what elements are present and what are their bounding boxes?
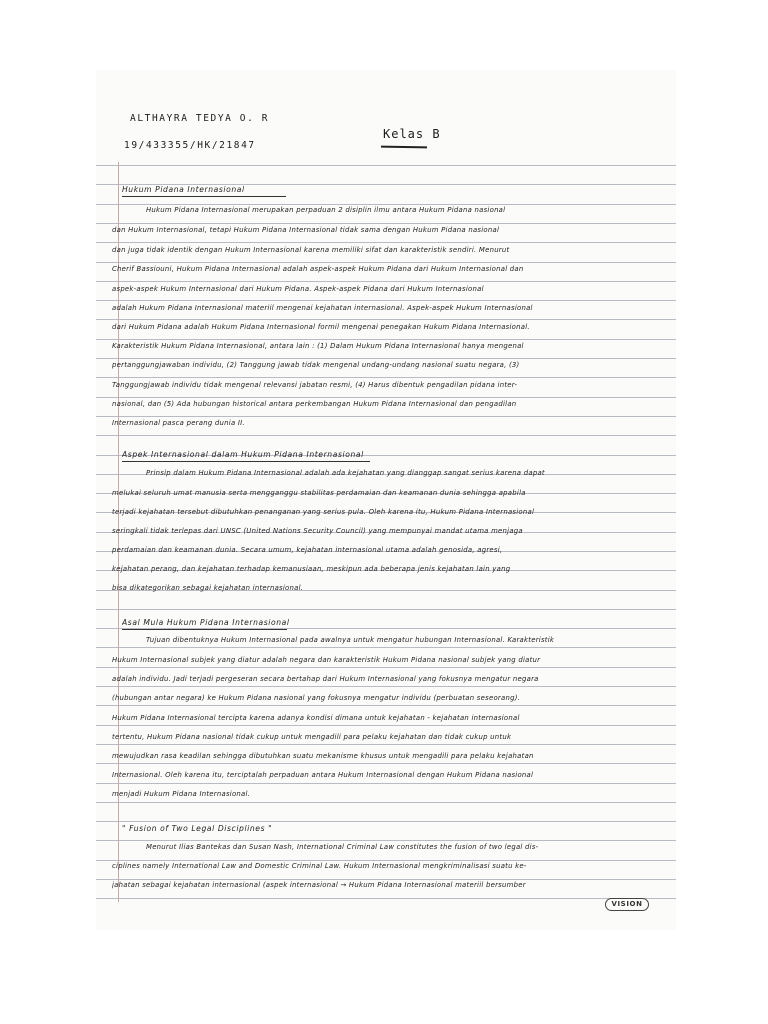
section-heading: " Fusion of Two Legal Disciplines " [122, 824, 273, 833]
ruled-line [96, 204, 676, 205]
ruled-line [96, 705, 676, 706]
text-line: Internasional. Oleh karena itu, terciptalah perpaduan antara Hukum Internasional dengan Hukum Pidana nasional [112, 771, 534, 779]
ruled-line [96, 339, 676, 340]
text-line: menjadi Hukum Pidana Internasional. [112, 790, 251, 798]
text-line: Hukum Pidana Internasional tercipta karena adanya kondisi dimana untuk kejahatan - kejahatan internasional [112, 714, 520, 722]
ruled-line [96, 686, 676, 687]
ruled-line [96, 802, 676, 803]
ruled-line [96, 416, 676, 417]
ruled-line [96, 609, 676, 610]
text-line: pertanggungjawaban individu, (2) Tanggung jawab tidak mengenal undang-undang nasional suatu negara, (3) [112, 361, 520, 369]
ruled-line [96, 435, 676, 436]
ruled-line [96, 840, 676, 841]
ruled-line [96, 725, 676, 726]
text-line: dan Hukum Internasional, tetapi Hukum Pidana Internasional tidak sama dengan Hukum Pidana nasional [112, 226, 500, 234]
section-heading: Asal Mula Hukum Pidana Internasional [122, 618, 290, 627]
student-name: ALTHAYRA TEDYA O. R [130, 113, 270, 124]
ruled-line [96, 879, 676, 880]
ruled-line [96, 242, 676, 243]
text-line: dari Hukum Pidana adalah Hukum Pidana Internasional formil mengenai penegakan Hukum Pidana Internasional. [112, 323, 530, 331]
text-line: Tanggungjawab individu tidak mengenal relevansi jabatan resmi, (4) Harus dibentuk pengadilan pidana inter- [112, 381, 518, 389]
ruled-line [96, 281, 676, 282]
text-line: Internasional pasca perang dunia II. [112, 419, 245, 427]
ruled-line [96, 358, 676, 359]
text-line: kejahatan perang, dan kejahatan terhadap kemanusiaan, meskipun ada beberapa jenis kejahatan lain yang [112, 565, 511, 573]
ruled-line [96, 860, 676, 861]
ruled-line [96, 898, 676, 899]
ruled-line [96, 667, 676, 668]
ruled-line [96, 397, 676, 398]
text-line: perdamaian dan keamanan dunia. Secara umum, kejahatan internasional utama adalah genosida, agresi, [112, 546, 503, 554]
ruled-line [96, 763, 676, 764]
text-line: (hubungan antar negara) ke Hukum Pidana nasional yang fokusnya mengatur individu (perbuatan seseorang). [112, 694, 521, 702]
text-line: terjadi kejahatan tersebut dibutuhkan penanganan yang serius pula. Oleh karena itu, Hukum Pidana Internasional [112, 508, 535, 516]
ruled-line [96, 262, 676, 263]
vision-logo: VISION [605, 898, 649, 911]
text-line: seringkali tidak terlepas dari UNSC (United Nations Security Council) yang mempunyai mandat utama menjaga [112, 527, 523, 535]
text-line: jahatan sebagai kejahatan internasional (aspek internasional → Hukum Pidana Internasional materiil bersumber [112, 881, 526, 889]
text-line: mewujudkan rasa keadilan sehingga dibutuhkan suatu mekanisme khusus untuk mengadili para pelaku kejahatan [112, 752, 534, 760]
text-line: dan juga tidak identik dengan Hukum Internasional karena memiliki sifat dan karakteristik sendiri. Menurut [112, 246, 510, 254]
ruled-line [96, 300, 676, 301]
section-heading: Aspek Internasional dalam Hukum Pidana Internasional [122, 450, 364, 459]
text-line: melukai seluruh umat manusia serta mengganggu stabilitas perdamaian dan keamanan dunia sehingga apabila [112, 489, 526, 497]
ruled-line [96, 223, 676, 224]
class-label: Kelas B [383, 127, 441, 141]
heading-underline [122, 461, 370, 462]
ruled-line [96, 783, 676, 784]
text-line: Hukum Internasional subjek yang diatur adalah negara dan karakteristik Hukum Pidana nasional subjek yang diatur [112, 656, 541, 664]
text-line: Tujuan dibentuknya Hukum Internasional pada awalnya untuk mengatur hubungan Internasional. Karakteristik [146, 636, 555, 644]
student-id: 19/433355/HK/21847 [124, 140, 256, 151]
text-line: Menurut Ilias Bantekas dan Susan Nash, International Criminal Law constitutes the fusion of two legal dis- [146, 843, 539, 851]
heading-underline [122, 196, 286, 197]
text-line: Cherif Bassiouni, Hukum Pidana Internasional adalah aspek-aspek Hukum Pidana dari Hukum Internasional dan [112, 265, 524, 273]
section-heading: Hukum Pidana Internasional [122, 185, 245, 194]
ruled-line [96, 165, 676, 166]
ruled-line [96, 319, 676, 320]
notebook-page [96, 70, 676, 930]
ruled-line [96, 821, 676, 822]
text-line: Karakteristik Hukum Pidana Internasional, antara lain : (1) Dalam Hukum Pidana Internasional hanya mengenal [112, 342, 524, 350]
text-line: adalah individu. Jadi terjadi pergeseran secara bertahap dari Hukum Internasional yang fokusnya mengatur negara [112, 675, 539, 683]
ruled-line [96, 377, 676, 378]
text-line: tertentu, Hukum Pidana nasional tidak cukup untuk mengadili para pelaku kejahatan dan tidak cukup untuk [112, 733, 512, 741]
text-line: ciplines namely International Law and Domestic Criminal Law. Hukum Internasional mengkriminalisasi suatu ke- [112, 862, 527, 870]
heading-underline [122, 629, 287, 630]
text-line: nasional, dan (5) Ada hubungan historical antara perkembangan Hukum Pidana Internasional dan pengadilan [112, 400, 517, 408]
text-line: adalah Hukum Pidana Internasional materiil mengenai kejahatan internasional. Aspek-aspek Hukum Internasional [112, 304, 533, 312]
text-line: bisa dikategorikan sebagai kejahatan internasional. [112, 584, 304, 592]
text-line: Hukum Pidana Internasional merupakan perpaduan 2 disiplin ilmu antara Hukum Pidana nasional [146, 206, 506, 214]
ruled-line [96, 647, 676, 648]
ruled-line [96, 744, 676, 745]
text-line: aspek-aspek Hukum Internasional dari Hukum Pidana. Aspek-aspek Pidana dari Hukum Internasional [112, 285, 484, 293]
text-line: Prinsip dalam Hukum Pidana Internasional adalah ada kejahatan yang dianggap sangat serius karena dapat [146, 469, 545, 477]
